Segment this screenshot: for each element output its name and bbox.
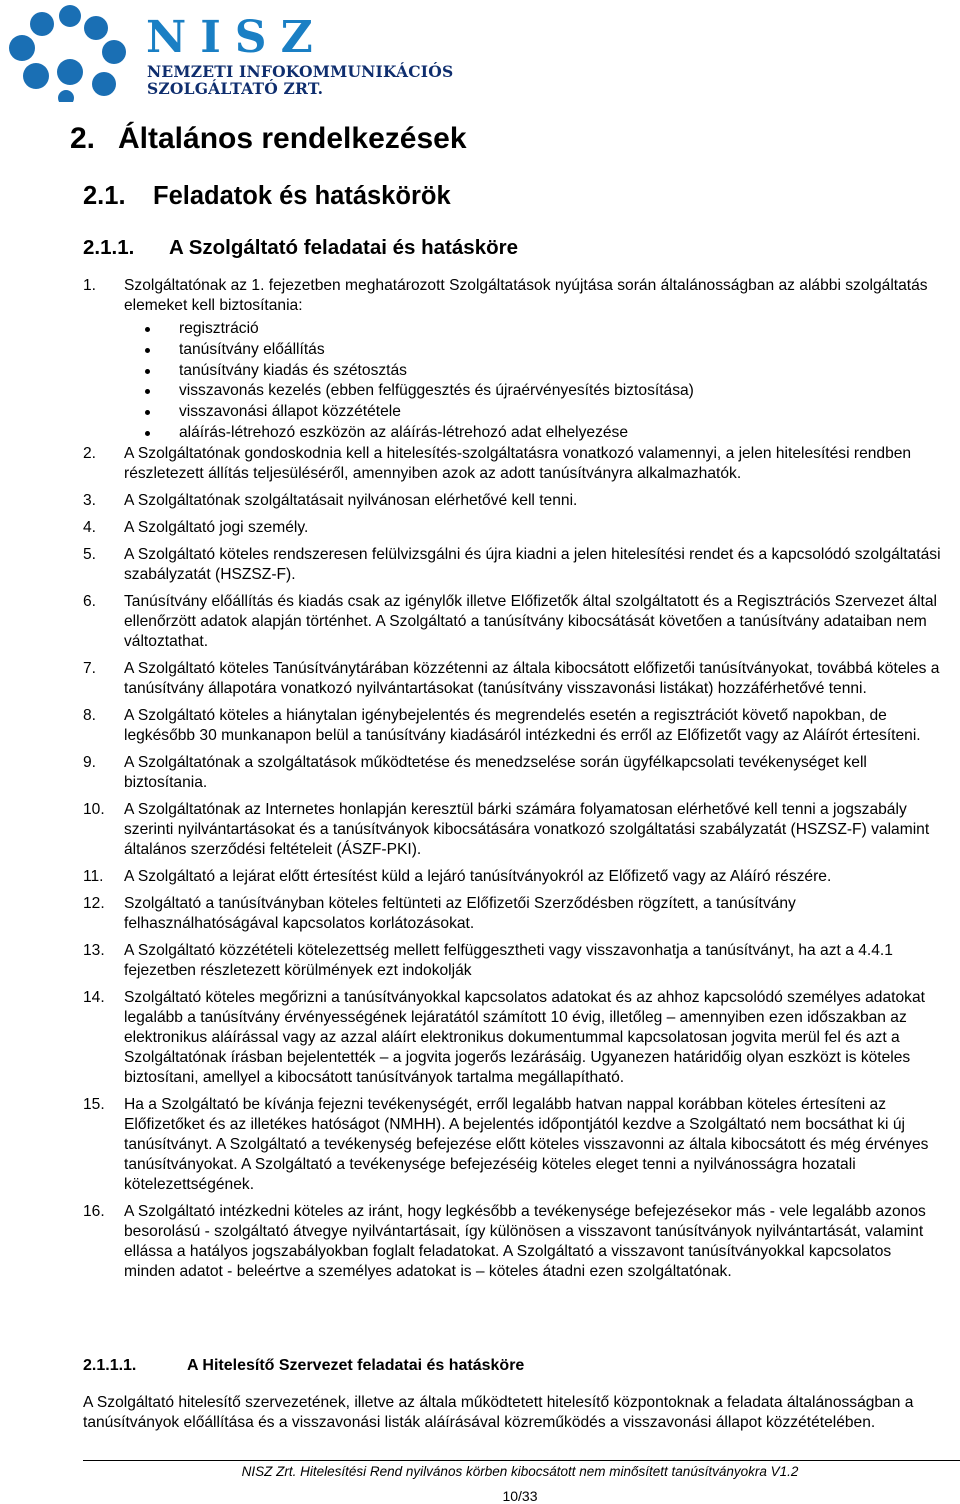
heading-level2-text: Feladatok és hatáskörök: [153, 182, 451, 210]
list-item-text: Ha a Szolgáltató be kívánja fejezni tevékenységét, erről legalább hatvan nappal korábban köteles értesíteni az Előfizetőket és az illetékes hatóságot (NMHH). A bejelentés időpontjától kezdve a Szolgáltató nem bocsáthat ki új tanúsítványt. A Szolgáltató a tevékenység befejezése előtt köteles visszavonni az általa kibocsátott és még érvényes tanúsítványokat. A Szolgáltató a tevékenysége befejezéséig köteles eleget tenni a nyilvánosságra hozatali kötelezettségének.: [124, 1095, 929, 1193]
list-item: [83, 988, 943, 1088]
list-item-number: 12.: [83, 894, 105, 912]
bullet-item: tanúsítvány kiadás és szétosztás: [145, 361, 943, 382]
list-item-number: 11.: [83, 867, 104, 885]
list-item: [83, 518, 943, 538]
logo-dots-icon: [6, 2, 146, 102]
list-item-text: Szolgáltatónak az 1. fejezetben meghatározott Szolgáltatások nyújtása során általánosságban az alábbi szolgáltatás elemeket kell biztosítania:: [124, 277, 928, 314]
heading-level3-text: A Szolgáltató feladatai és hatásköre: [169, 236, 518, 259]
bullet-item: visszavonás kezelés (ebben felfüggesztés és újraérvényesítés biztosítása): [145, 381, 943, 402]
list-item-text: A Szolgáltatónak gondoskodnia kell a hitelesítés-szolgáltatásra vonatkozó valamennyi, a jelen hitelesítési rendben részletezett állítás teljesüléséről, amennyiben azok az adott tanúsítványra alkalmazhatók.: [124, 444, 912, 482]
list-item: [83, 444, 943, 484]
list-item-number: 14.: [83, 988, 105, 1006]
list-item-number: 13.: [83, 941, 105, 959]
list-item-number: 9.: [83, 753, 97, 771]
list-item-text: Tanúsítvány előállítás és kiadás csak az igénylők illetve Előfizetők által szolgáltatott és a Regisztrációs Szervezet által ellenőrzött adatok alapján történhet. A Szolgáltató a tanúsítvány kibocsátását követően a tanúsítvány adataiban nem változtathat.: [124, 592, 938, 650]
list-item-text: A Szolgáltató köteles rendszeresen felülvizsgálni és újra kiadni a jelen hitelesítési rendet és a kapcsolódó szolgáltatási szabályzatát (HSZSZ-F).: [124, 545, 941, 583]
heading-level1: [70, 122, 467, 156]
list-item-text: A Szolgáltató köteles a hiánytalan igénybejelentés és megrendelés esetén a regisztrációt követő napokban, de legkésőbb 30 munkanapon belül a tanúsítvány kiadásáról intézkedni és erről az Előfizetőt vagy az Aláírót értesíteni.: [124, 706, 921, 744]
list-item-number: 16.: [83, 1202, 105, 1220]
list-item: [83, 545, 943, 585]
service-elements-list: [83, 319, 943, 444]
list-item: [83, 659, 943, 699]
list-item-text: A Szolgáltató intézkedni köteles az iránt, hogy legkésőbb a tevékenysége befejezésekor más - vele legalább azonos besorolású - szolgáltató átvegye nyilvántartásait, így különösen a visszavont tanúsítványok nyilvántartását, valamint ellássa a hatályos jogszabályokban foglalt feladatokat. A Szolgáltató a visszavont tanúsítványokkal kapcsolatos minden adatot - beleértve a személyes adatokat is – köteles átadni ezen szolgáltatónak.: [124, 1202, 926, 1280]
list-item: [83, 491, 943, 511]
list-item-text: A Szolgáltatónak a szolgáltatások működtetése és menedzselése során ügyfélkapcsolati tevékenységet kell biztosítania.: [124, 753, 867, 791]
heading-level1-text: Általános rendelkezések: [118, 122, 467, 155]
list-item-number: 4.: [83, 518, 97, 536]
list-item-text: A Szolgáltató jogi személy.: [124, 518, 309, 536]
list-item-number: 8.: [83, 706, 97, 724]
heading-level4-text: A Hitelesítő Szervezet feladatai és hatásköre: [187, 1357, 525, 1374]
list-item-text: A Szolgáltató köteles Tanúsítványtárában közzétenni az általa kibocsátott előfizetői tanúsítványokat, továbbá köteles a tanúsítvány állapotára vonatkozó nyilvántartásokat (tanúsítvány visszavonási listákat) hozzáférhetővé tenni.: [124, 659, 940, 697]
list-item-number: 2.: [83, 444, 97, 462]
heading-level1-number: 2.: [70, 122, 96, 155]
bullet-item: visszavonási állapot közzététele: [145, 402, 943, 423]
list-item: [83, 706, 943, 746]
list-item: [83, 800, 943, 860]
bullet-item: aláírás-létrehozó eszközön az aláírás-létrehozó adat elhelyezése: [145, 423, 943, 444]
heading-level2-number: 2.1.: [83, 182, 126, 210]
numbered-list: [83, 276, 943, 1282]
list-item-number: 6.: [83, 592, 97, 610]
logo-wordmark: NISZ: [146, 12, 327, 63]
bullet-item: regisztráció: [145, 319, 943, 340]
footer-divider: [83, 1460, 960, 1461]
list-item-text: A Szolgáltató a lejárat előtt értesítést küld a lejáró tanúsítványokról az Előfizető vagy az Aláíró részére.: [124, 867, 832, 885]
list-item: [83, 1095, 943, 1195]
heading-level2: [83, 182, 451, 211]
list-item-number: 7.: [83, 659, 97, 677]
list-item-text: Szolgáltató köteles megőrizni a tanúsítványokkal kapcsolatos adatokat és az ahhoz kapcsolódó személyes adatokat legalább a tanúsítvány érvényességének lejáratától számított 10 évig, illetőleg – amennyiben ezen időszakban az elektronikus aláírással vagy az azzal aláírt elektronikus dokumentummal kapcsolatosan jogvita merül fel és azt a Szolgáltatónak írásban bejelentették – a jogvita jogerős lezárásáig. Ugyanezen határidőig olyan eszközt is köteles biztosítani, amellyel a kibocsátott tanúsítványok tartalma megállapítható.: [124, 988, 925, 1086]
logo-subtitle-line2: SZOLGÁLTATÓ ZRT.: [147, 79, 324, 98]
page-number: 10/33: [502, 1488, 538, 1504]
closing-paragraph: A Szolgáltató hitelesítő szervezetének, illetve az általa működtetett hitelesítő központoknak a feladata általánosságban a tanúsítványok előállítása és a visszavonási listák aláírásával közreműködés a visszavonási állapot közzétételében.: [83, 1394, 914, 1431]
list-item: [83, 592, 943, 652]
list-item-number: 3.: [83, 491, 97, 509]
list-item: [83, 276, 943, 316]
list-item: [83, 894, 943, 934]
heading-level4-number: 2.1.1.1.: [83, 1357, 137, 1374]
list-item-number: 5.: [83, 545, 97, 563]
list-item: [83, 941, 943, 981]
list-item-text: Szolgáltató a tanúsítványban köteles feltünteti az Előfizetői Szerződésben rögzített, a tanúsítvány felhasználhatóságával kapcsolatos korlátozásokat.: [124, 894, 796, 932]
bullet-item: tanúsítvány előállítás: [145, 340, 943, 361]
heading-level3: [83, 236, 518, 260]
list-item-number: 15.: [83, 1095, 105, 1113]
company-logo: [6, 2, 454, 102]
list-item-number: 10.: [83, 800, 105, 818]
list-item: [83, 1202, 943, 1282]
list-item: [83, 867, 943, 887]
list-item-text: A Szolgáltatónak szolgáltatásait nyilvánosan elérhetővé kell tenni.: [124, 491, 578, 509]
list-item-number: 1.: [83, 277, 97, 294]
logo-subtitle-line1: NEMZETI INFOKOMMUNIKÁCIÓS: [147, 62, 454, 81]
list-item-text: A Szolgáltató közzétételi kötelezettség mellett felfüggesztheti vagy visszavonhatja a tanúsítványt, ha azt a 4.4.1 fejezetben részletezett körülmények ezt indokolják: [124, 941, 893, 979]
heading-level3-number: 2.1.1.: [83, 236, 135, 259]
heading-level4: [83, 1357, 524, 1375]
list-item-text: A Szolgáltatónak az Internetes honlapján keresztül bárki számára folyamatosan elérhetővé kell tenni a jogszabály szerinti nyilvántartásokat és a tanúsítványok kibocsátására vonatkozó szolgáltatási szabályzatát (HSZSZ-F) valamint általános szerződési feltételeit (ÁSZF-PKI).: [124, 800, 930, 858]
page-footer: NISZ Zrt. Hitelesítési Rend nyilvános körben kibocsátott nem minősített tanúsítványokra V1.2: [241, 1464, 799, 1479]
list-item: [83, 753, 943, 793]
